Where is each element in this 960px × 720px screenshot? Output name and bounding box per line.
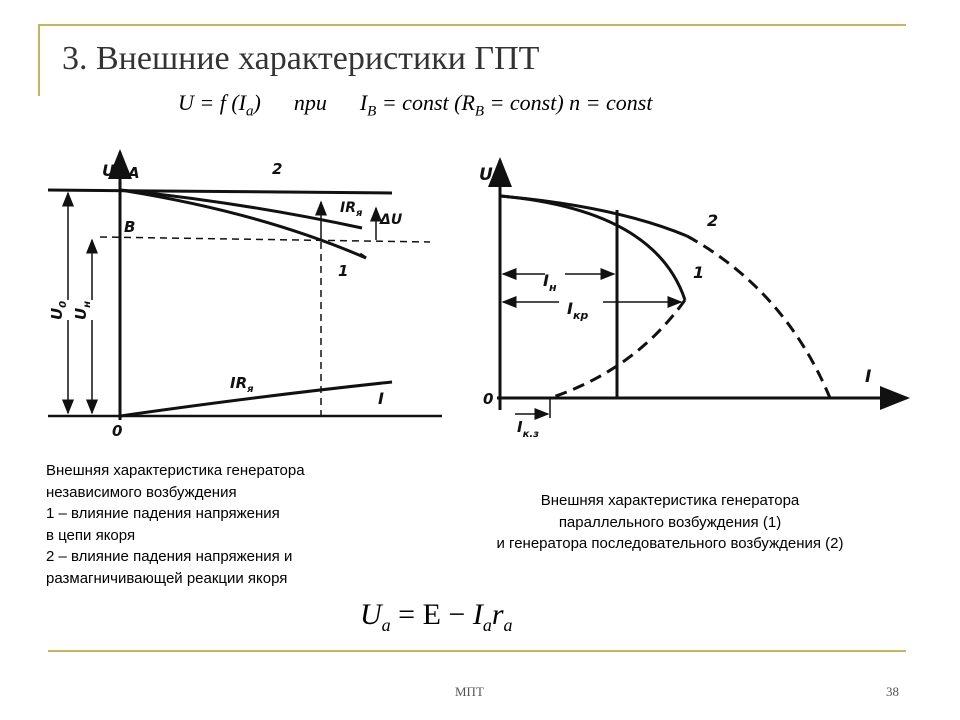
formula-lhs: U = f (I [178, 90, 246, 115]
left-point-b: B [124, 218, 136, 236]
left-u-axis-label: U [102, 161, 115, 180]
caption-right-line: и генератора последовательного возбуждения (2) [496, 535, 844, 552]
right-ikr-label: $I_{кр}$ [567, 299, 589, 322]
eq-u: U [360, 598, 382, 631]
right-i-axis-label: I [865, 367, 872, 387]
caption-left-line: независимого возбуждения [46, 483, 237, 501]
footer-course: МПТ [455, 684, 484, 699]
figure-shunt-series-excitation [455, 140, 915, 450]
caption-right-line: параллельного возбуждения (1) [558, 513, 782, 531]
left-curve-1 [120, 190, 366, 258]
right-curve-1-label: 1 [693, 263, 705, 282]
caption-left-line: 2 – влияние падения напряжения и [46, 548, 293, 565]
left-a-level-line [48, 190, 392, 193]
formula-pri: при [293, 90, 327, 115]
armature-voltage-equation [360, 598, 513, 636]
eq-i-sub: a [482, 615, 492, 635]
left-u0-label: $U_0$ [48, 300, 69, 320]
caption-left-line: Внешняя характеристика генератора [46, 462, 305, 479]
caption-left-line: размагничивающей реакции якоря [46, 569, 288, 587]
left-i-line-label: I [378, 389, 384, 408]
left-curve-1-label: 1 [338, 262, 349, 280]
caption-independent-excitation [46, 460, 376, 589]
caption-left-line: в цепи якоря [46, 526, 136, 544]
frame-top-line [38, 24, 906, 26]
right-curve-1-solid [500, 196, 685, 300]
formula-rb-rest: = const) n = const [484, 90, 653, 115]
characteristic-formula [178, 90, 652, 120]
frame-left-line [38, 24, 40, 96]
slide-title: 3. Внешние характеристики ГПТ [62, 40, 540, 77]
right-in-label: $I_н$ [543, 271, 557, 294]
left-ir-top-label: $IR_я$ [340, 200, 363, 219]
formula-lhs-sub: a [246, 103, 254, 120]
left-un-label: $U_н$ [72, 300, 93, 320]
caption-right-line: Внешняя характеристика генератора [540, 492, 800, 509]
formula-rb-sub: B [474, 103, 485, 120]
caption-shunt-series-excitation [440, 490, 900, 555]
right-u-axis-label: U [479, 165, 493, 185]
eq-i: I [472, 598, 483, 631]
eq-u-sub: a [381, 615, 391, 635]
left-ir-line [120, 382, 392, 416]
left-point-a: A [128, 164, 140, 182]
right-curve-2-label: 2 [707, 211, 719, 230]
eq-r-sub: a [503, 615, 513, 635]
left-origin-label: 0 [112, 422, 123, 440]
left-b-level-dashed [100, 237, 430, 242]
figure-independent-excitation [40, 120, 450, 450]
eq-mid: = E − [390, 598, 473, 631]
left-ir-bottom-label: $IR_я$ [230, 374, 254, 395]
formula-ib-rest: = const (R [376, 90, 475, 115]
left-curve-2-label: 2 [272, 160, 283, 178]
right-ikz-label: $I_{к.з}$ [517, 418, 539, 440]
formula-ib-sub: B [367, 103, 377, 120]
right-curve-2-dashed [687, 236, 830, 398]
frame-bottom-line [48, 650, 906, 652]
left-delta-u-label: ΔU [380, 212, 403, 228]
formula-ib: I [359, 90, 368, 115]
eq-r: r [491, 598, 504, 631]
right-origin-label: 0 [483, 390, 494, 408]
footer-page-number: 38 [886, 684, 899, 699]
caption-left-line: 1 – влияние падения напряжения [46, 505, 280, 522]
formula-lhs-end: ) [253, 90, 261, 115]
